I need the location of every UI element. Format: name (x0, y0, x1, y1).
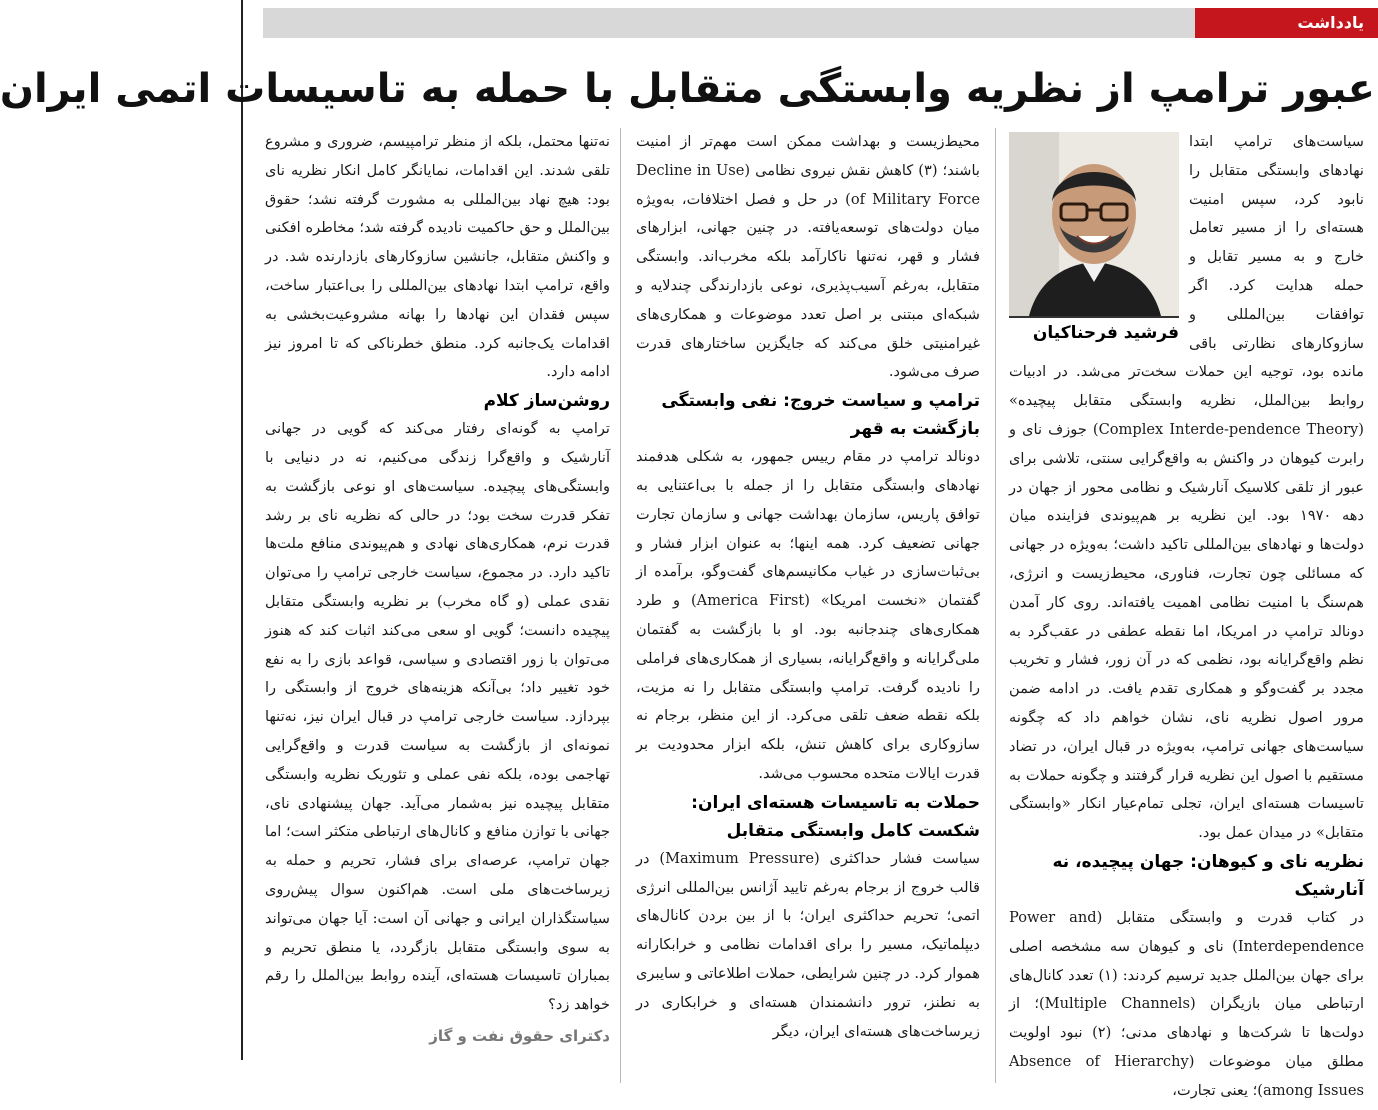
column-divider (620, 128, 621, 1083)
subheading: حملات به تاسیسات هسته‌ای ایران: شکست کامل وابستگی متقابل (691, 792, 980, 841)
subheading: روشن‌ساز کلام (483, 391, 610, 412)
subheading: ترامپ و سیاست خروج: نفی وابستگی بازگشت به قهر (661, 391, 980, 440)
author-credential: دکترای حقوق نفت و گاز (429, 1026, 610, 1045)
article-paragraph: دونالد ترامپ در مقام رییس جمهور، به شکلی هدفمند نهادهای وابستگی متقابل را از جمله با بی‌اعتنایی به توافق پاریس، سازمان بهداشت جهانی و سازمان تجارت جهانی تضعیف کرد. همه اینها؛ به عنوان ابزار فشار و بی‌ثبات‌سازی در غیاب مکانیسم‌های گفت‌وگو، برآمده از گفتمان «نخست امریکا» (America First) و طرد همکاری‌های چندجانبه بود. او با بازگشت به گفتمان ملی‌گرایانه و واقع‌گرایانه، بسیاری از همکاری‌های فراملی را نادیده گرفت. ترامپ وابستگی متقابل را نه مزیت، بلکه نقطه ضعف تلقی می‌کرد. از این منظر، برجام نه سازوکاری برای کاهش تنش، بلکه ابزار محدودیت بر قدرت ایالات متحده محسوب می‌شد. (636, 448, 981, 782)
author-portrait-icon (1009, 132, 1179, 316)
article-paragraph: ترامپ به گونه‌ای رفتار می‌کند که گویی در جهانی آنارشیک و واقع‌گرا زندگی می‌کنیم، نه در دنیایی با وابستگی‌های پیچیده. سیاست‌های او نوعی بازگشت به تفکر قدرت سخت بود؛ در حالی که نظریه نای بر رشد قدرت نرم، همکاری‌های نهادی و هم‌پیوندی منافع ملت‌ها تاکید دارد. در مجموع، سیاست خارجی ترامپ را می‌توان نقدی عملی (و گاه مخرب) بر نظریه وابستگی متقابل پیچیده دانست؛ گویی او سعی می‌کند اثبات کند که هنوز می‌توان با زور اقتصادی و سیاسی، قواعد بازی را به نفع خود تغییر داد؛ بی‌آنکه هزینه‌های خروج از وابستگی را بپردازد. سیاست خارجی ترامپ در قبال ایران نیز، نه‌تنها نمونه‌ای از بازگشت به سیاست قدرت و واقع‌گرایی تهاجمی بوده، بلکه نفی عملی و تئوریک نظریه وابستگی متقابل پیچیده نیز به‌شمار می‌آید. جهان پیشنهادی نای، جهانی با توازن منافع و کانال‌های ارتباطی متکثر است؛ اما جهان ترامپ، عرصه‌ای برای فشار، تحریم و حمله به زیرساخت‌های ملی است. هم‌اکنون سوال پیش‌روی سیاستگذاران ایرانی و جهانی آن است: آیا جهان می‌تواند به سوی وابستگی متقابل بازگردد، یا منطق تحریم و بمباران تاسیسات هسته‌ای، آینده روابط بین‌الملل را رقم خواهد زد؟ (265, 420, 610, 1014)
section-tag: یادداشت (1195, 8, 1378, 38)
author-portrait-icon (1009, 132, 1179, 316)
article-column-3 (265, 128, 610, 1053)
column-divider (995, 128, 996, 1083)
article-column-1 (1009, 128, 1365, 1099)
page-edge-rule (235, 0, 243, 1060)
article-paragraph: در کتاب قدرت و وابستگی متقابل (Power and Interdependence) نای و کیوهان سه مشخصه اصلی برای جهان بین‌الملل جدید ترسیم کردند: (۱) تعدد کانال‌های ارتباطی میان بازیگران (Multiple Channels)؛ از دولت‌ها تا شرکت‌ها و نهادهای مدنی؛ (۲) نبود اولویت مطلق میان موضوعات (Absence of Hierarchy among Issues)؛ یعنی تجارت، (1009, 908, 1365, 1099)
author-box (1009, 132, 1179, 348)
article-paragraph: سیاست فشار حداکثری (Maximum Pressure) در قالب خروج از برجام به‌رغم تایید آژانس بین‌المللی انرژی اتمی؛ تحریم حداکثری ایران؛ با از بین بردن کانال‌های دیپلماتیک، مسیر را برای اقدامات نظامی و خرابکارانه هموار کرد. در چنین شرایطی، حملات اطلاعاتی و سایبری به نطنز، ترور دانشمندان هسته‌ای و خرابکاری در زیرساخت‌های هسته‌ای ایران، دیگر (636, 849, 980, 1040)
article-paragraph: سیاست‌های ترامپ ابتدا نهادهای وابستگی متقابل را نابود کرد، سپس امنیت هسته‌ای را از مسیر تعامل خارج و به مسیر تقابل و حمله هدایت کرد. اگر توافقات بین‌المللی و سازوکارهای نظارتی باقی مانده بود، توجیه این حملات سخت‌تر می‌شد. در ادبیات روابط بین‌الملل، نظریه وابستگی متقابل پیچیده» (Complex Interde-pendence Theory) جوزف نای و رابرت کیوهان در واکنش به واقع‌گرایی سنتی، تلاشی برای عبور از تلقی کلاسیک آنارشیک و نظامی محور از جهان در دهه ۱۹۷۰ بود. این نظریه بر هم‌پیوندی فزاینده میان دولت‌ها و نهادهای بین‌المللی تاکید داشت؛ به‌ویژه در جهانی که مسائلی چون تجارت، فناوری، محیط‌زیست و انرژی، هم‌سنگ با امنیت نظامی اهمیت یافته‌اند. روی کار آمدن دونالد ترامپ در امریکا، اما نقطه عطفی در عقب‌گرد به نظم واقع‌گرایانه بود، نظمی که در آن زور، فشار و تخریب مجدد بر گفت‌وگو و همکاری تقدم یافت. در ادامه ضمن مرور اصول نظریه نای، نشان خواهم داد که چگونه سیاست‌های جهانی ترامپ، به‌ویژه در قبال ایران، در تضاد مستقیم با اصول این نظریه قرار گرفتند و چگونه حملات به تاسیسات هسته‌ای ایران، تجلی تمام‌عیار انکار «وابستگی متقابل» در میدان عمل بود. (1009, 133, 1364, 842)
author-name: فرشید فرحناکیان (1009, 316, 1179, 346)
subheading: نظریه نای و کیوهان: جهان پیچیده، نه آنارشیک (1052, 851, 1364, 900)
article-paragraph: نه‌تنها محتمل، بلکه از منظر ترامپیسم، ضروری و مشروع تلقی شدند. این اقدامات، نمایانگر کامل انکار نظریه نای بود: هیچ نهاد بین‌المللی به مشورت گرفته نشد؛ حقوق بین‌الملل و حق حاکمیت نادیده گرفته شد؛ مخاطره افکنی و واکنش متقابل، جانشین سازوکارهای بازدارنده شد. در واقع، ترامپ ابتدا نهادهای بین‌المللی را بی‌اعتبار ساخت، سپس فقدان این نهادها را بهانه مشروعیت‌بخشی به اقدامات یک‌جانبه کرد. منطق خطرناکی که تا امروز نیز ادامه دارد. (265, 133, 610, 381)
article-paragraph: محیط‌زیست و بهداشت ممکن است مهم‌تر از امنیت باشند؛ (۳) کاهش نقش نیروی نظامی (Decline in Use of Military Force) در حل و فصل اختلافات، به‌ویژه میان دولت‌های توسعه‌یافته. در چنین جهانی، ابزارهای فشار و قهر، نه‌تنها ناکارآمد بلکه مخرب‌اند. وابستگی متقابل، به‌رغم آسیب‌پذیری، نوعی بازدارندگی چندلایه و شبکه‌ای مبتنی بر اصل تعدد موضوعات و همکاری‌های غیرامنیتی خلق می‌کند که جایگزین ساختارهای قدرت صرف می‌شود. (636, 133, 980, 381)
article-headline: عبور ترامپ از نظریه وابستگی متقابل با حمله به تاسیسات اتمی ایران (0, 66, 1375, 112)
article-column-2 (636, 128, 980, 1088)
